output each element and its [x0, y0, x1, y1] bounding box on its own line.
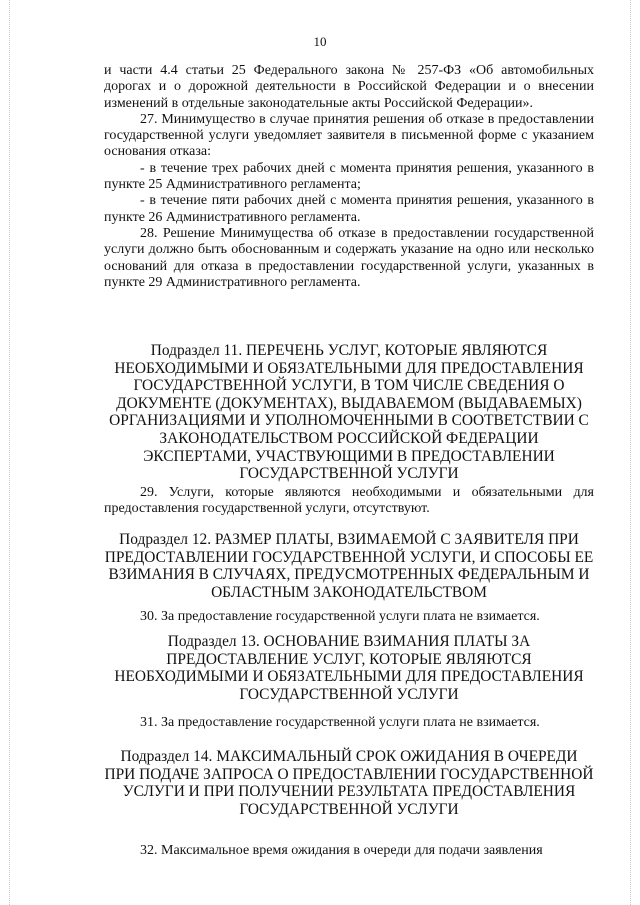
paragraph-continuation: и части 4.4 статьи 25 Федерального закона № 257-ФЗ «Об автомобильных дорогах и о дорожной деятельности в Российской Федерации и о внесении изменений в отдельные законодательные акты Российской Федерации».	[104, 63, 594, 111]
subsection-14-body	[104, 843, 594, 859]
paragraph-27-item-1: - в течение трех рабочих дней с момента принятия решения, указанного в пункте 25 Административного регламента;	[104, 160, 594, 193]
subsection-14-heading: Подраздел 14. МАКСИМАЛЬНЫЙ СРОК ОЖИДАНИЯ В ОЧЕРЕДИ ПРИ ПОДАЧЕ ЗАПРОСА О ПРЕДОСТАВЛЕНИИ ГОСУДАРСТВЕННОЙ УСЛУГИ И ПРИ ПОЛУЧЕНИИ РЕЗУЛЬТАТА ПРЕДОСТАВЛЕНИЯ ГОСУДАРСТВЕННОЙ УСЛУГИ	[104, 748, 594, 818]
paragraph-32: 32. Максимальное время ожидания в очереди для подачи заявления	[140, 843, 543, 858]
subsection-12-heading-block	[104, 531, 594, 601]
paragraph-31: 31. За предоставление государственной услуги плата не взимается.	[140, 715, 540, 730]
subsection-11-heading-block	[104, 342, 594, 483]
subsection-13-body	[104, 715, 594, 731]
paragraph-29: 29. Услуги, которые являются необходимыми и обязательными для предоставления государственной услуги, отсутствуют.	[104, 485, 594, 517]
subsection-12-heading: Подраздел 12. РАЗМЕР ПЛАТЫ, ВЗИМАЕМОЙ С ЗАЯВИТЕЛЯ ПРИ ПРЕДОСТАВЛЕНИИ ГОСУДАРСТВЕННОЙ УСЛУГИ, И СПОСОБЫ ЕЕ ВЗИМАНИЯ В СЛУЧАЯХ, ПРЕДУСМОТРЕННЫХ ФЕДЕРАЛЬНЫМ И ОБЛАСТНЫМ ЗАКОНОДАТЕЛЬСТВОМ	[104, 531, 594, 601]
paragraph-27: 27. Минимущество в случае принятия решения об отказе в предоставлении государственной услуги уведомляет заявителя в письменной форме с указанием основания отказа:	[104, 111, 594, 160]
subsection-12-body	[104, 609, 594, 625]
top-paragraphs	[104, 63, 594, 291]
subsection-13-heading: Подраздел 13. ОСНОВАНИЕ ВЗИМАНИЯ ПЛАТЫ ЗА ПРЕДОСТАВЛЕНИЕ УСЛУГ, КОТОРЫЕ ЯВЛЯЮТСЯ НЕОБХОДИМЫМИ И ОБЯЗАТЕЛЬНЫМИ ДЛЯ ПРЕДОСТАВЛЕНИЯ ГОСУДАРСТВЕННОЙ УСЛУГИ	[114, 633, 584, 703]
subsection-11-heading: Подраздел 11. ПЕРЕЧЕНЬ УСЛУГ, КОТОРЫЕ ЯВЛЯЮТСЯ НЕОБХОДИМЫМИ И ОБЯЗАТЕЛЬНЫМИ ДЛЯ ПРЕДОСТАВЛЕНИЯ ГОСУДАРСТВЕННОЙ УСЛУГИ, В ТОМ ЧИСЛЕ СВЕДЕНИЯ О ДОКУМЕНТЕ (ДОКУМЕНТАХ), ВЫДАВАЕМОМ (ВЫДАВАЕМЫХ) ОРГАНИЗАЦИЯМИ И УПОЛНОМОЧЕННЫМИ В СООТВЕТСТВИИ С ЗАКОНОДАТЕЛЬСТВОМ РОССИЙСКОЙ ФЕДЕРАЦИИ ЭКСПЕРТАМИ, УЧАСТВУЮЩИМИ В ПРЕДОСТАВЛЕНИИ ГОСУДАРСТВЕННОЙ УСЛУГИ	[109, 342, 589, 483]
paragraph-30: 30. За предоставление государственной услуги плата не взимается.	[140, 609, 540, 624]
paragraph-27-item-2: - в течение пяти рабочих дней с момента принятия решения, указанного в пункте 26 Административного регламента.	[104, 193, 594, 225]
subsection-13-heading-block	[104, 633, 594, 703]
subsection-11-body	[104, 485, 594, 518]
subsection-14-heading-block	[104, 748, 594, 818]
paragraph-28: 28. Решение Минимущества об отказе в предоставлении государственной услуги должно быть обоснованным и содержать указание на одно или несколько оснований для отказа в предоставлении государственной услуги, указанных в пункте 29 Административного регламента.	[104, 225, 594, 290]
page-number: 10	[313, 34, 327, 49]
